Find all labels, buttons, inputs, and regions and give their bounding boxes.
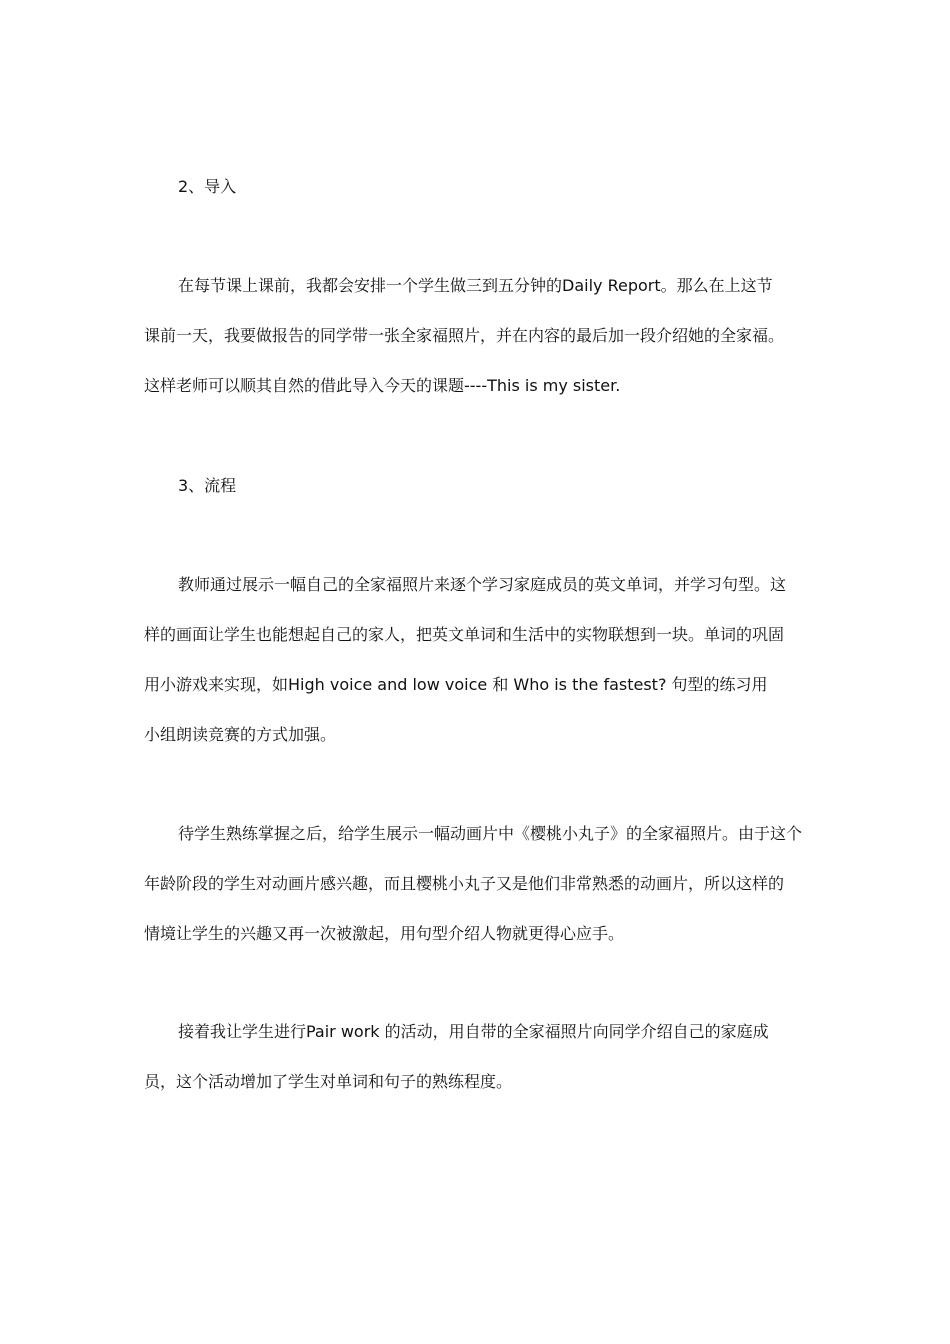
paragraph-line: 在每节课上课前，我都会安排一个学生做三到五分钟的Daily Report。那么在上这节 (178, 276, 773, 295)
paragraph-line: 员，这个活动增加了学生对单词和句子的熟练程度。 (144, 1072, 513, 1091)
paragraph-process-2 (144, 809, 810, 959)
paragraph-line: 待学生熟练掌握之后，给学生展示一幅动画片中《樱桃小丸子》的全家福照片。由于这个 (178, 824, 803, 843)
paragraph-line: 这样老师可以顺其自然的借此导入今天的课题----This is my sister. (144, 376, 621, 395)
paragraph-line: 课前一天，我要做报告的同学带一张全家福照片，并在内容的最后加一段介绍她的全家福。 (144, 326, 785, 345)
paragraph-line: 样的画面让学生也能想起自己的家人，把英文单词和生活中的实物联想到一块。单词的巩固 (144, 625, 785, 644)
paragraph-line: 情境让学生的兴趣又再一次被激起，用句型介绍人物就更得心应手。 (144, 924, 625, 943)
paragraph-process-3 (144, 1007, 810, 1107)
paragraph-intro (144, 261, 810, 411)
paragraph-line: 年龄阶段的学生对动画片感兴趣，而且樱桃小丸子又是他们非常熟悉的动画片，所以这样的 (144, 874, 785, 893)
paragraph-line: 教师通过展示一幅自己的全家福照片来逐个学习家庭成员的英文单词，并学习句型。这 (178, 575, 787, 594)
paragraph-line: 接着我让学生进行Pair work 的活动，用自带的全家福照片向同学介绍自己的家庭成 (178, 1022, 769, 1041)
section-heading-intro: 2、导入 (178, 177, 237, 196)
paragraph-line: 小组朗读竞赛的方式加强。 (144, 725, 337, 744)
section-heading-process: 3、流程 (178, 476, 237, 495)
paragraph-line: 用小游戏来实现，如High voice and low voice 和 Who is the fastest? 句型的练习用 (144, 675, 768, 694)
paragraph-process-1 (144, 560, 810, 760)
